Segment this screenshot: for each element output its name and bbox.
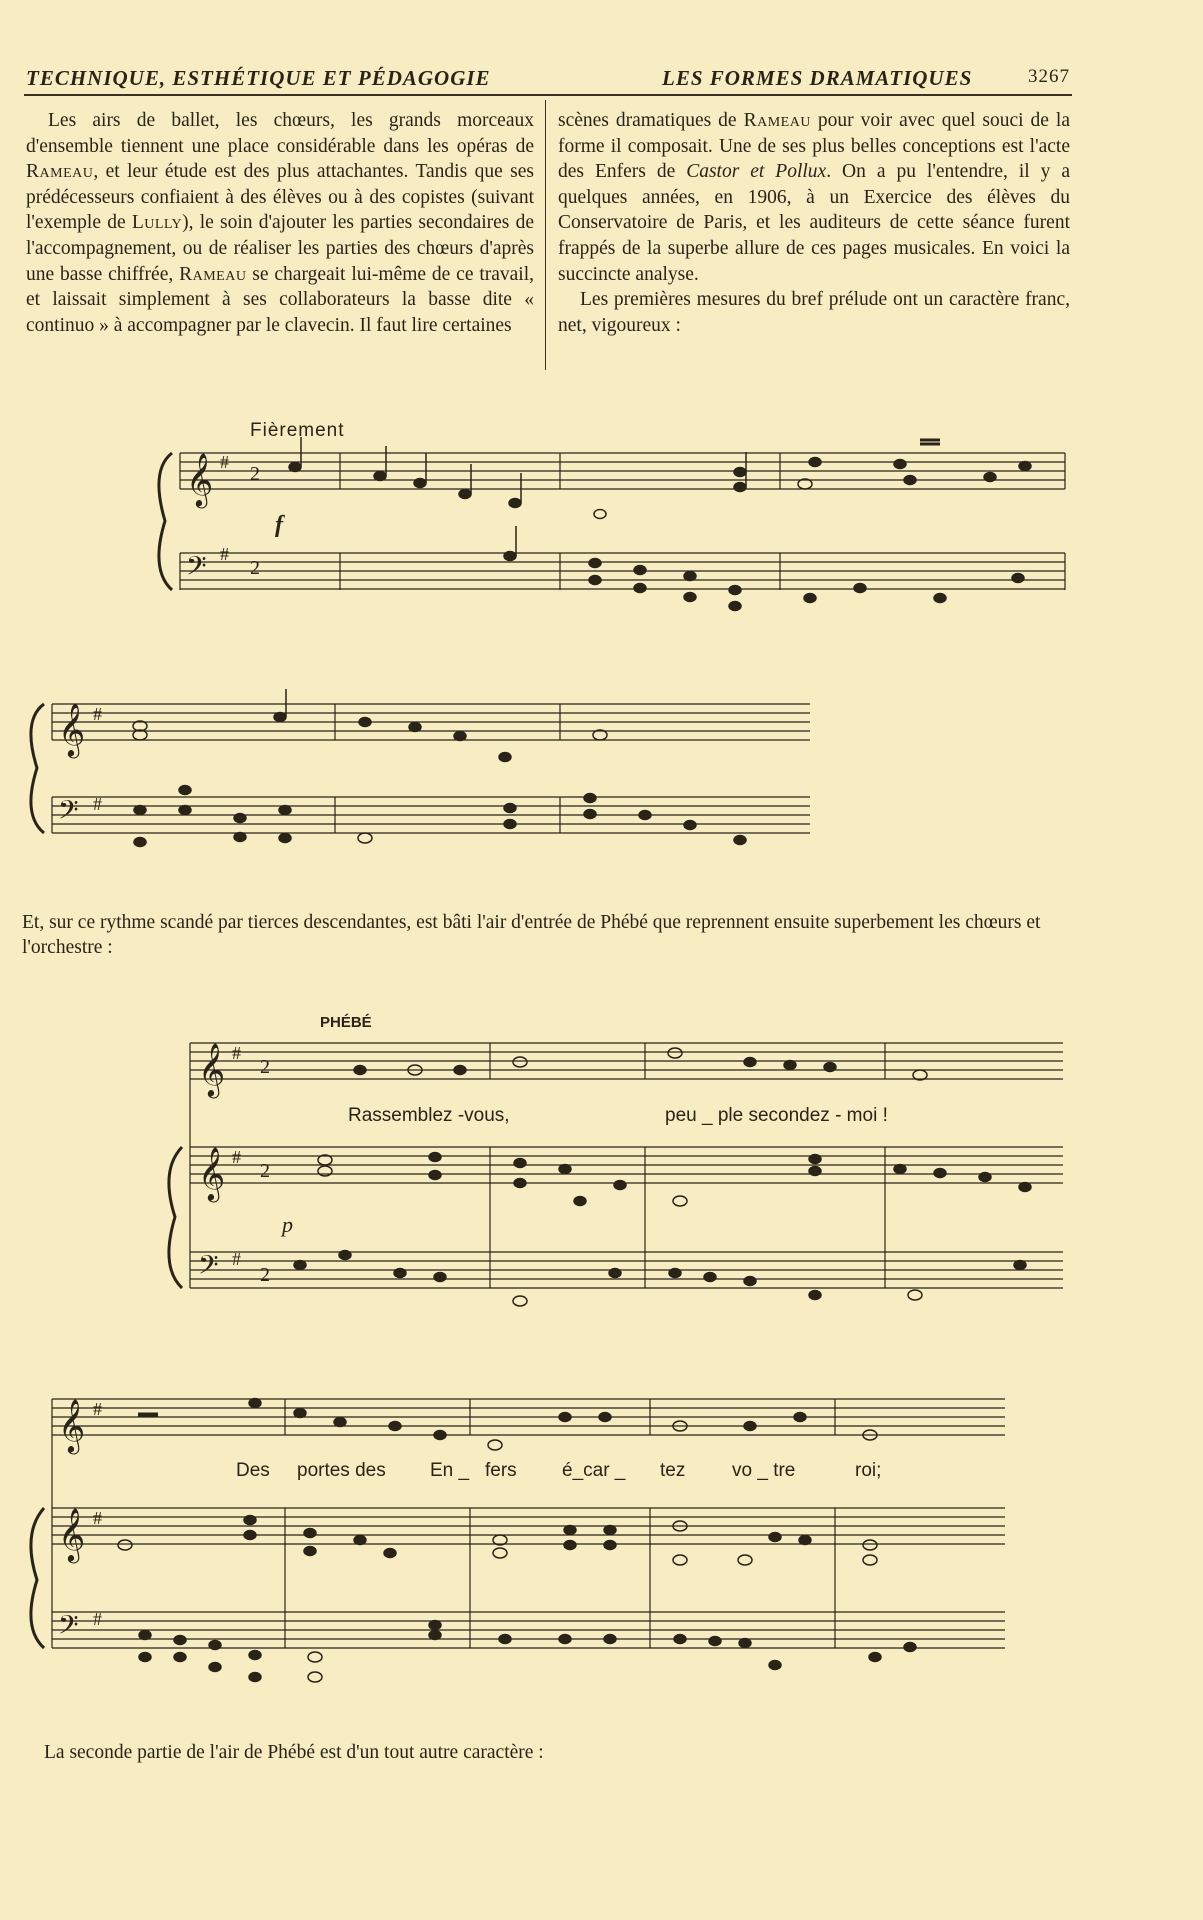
svg-text:#: # [232, 1147, 241, 1167]
column-divider [545, 100, 546, 370]
svg-text:𝄢: 𝄢 [58, 795, 79, 831]
paragraph: scènes dramatiques de Rameau pour voir avec quel souci de la forme il composait. Une de ses plus belles conceptions est l'acte des Enfers de Castor et Pollux. On a pu l'entendre, il y a quelques années, en 1906, à un Exercice des élèves du Conservatoire de Paris, et les auditeurs de cette séance furent frappés de la superbe allure de ces pages musicales. En voici la succincte analyse. [558, 110, 1070, 285]
music-system-4 [0, 1385, 1203, 1715]
lyric-word: roi; [855, 1460, 882, 1481]
svg-text:𝄢: 𝄢 [58, 1610, 79, 1646]
header-section-title: TECHNIQUE, ESTHÉTIQUE ET PÉDAGOGIE [26, 66, 491, 90]
page-number: 3267 [1028, 66, 1070, 87]
svg-text:#: # [220, 452, 229, 472]
svg-text:#: # [93, 1399, 102, 1419]
header-chapter-title: LES FORMES DRAMATIQUES [662, 66, 973, 90]
music-system-2 [0, 690, 1203, 890]
svg-text:#: # [220, 544, 229, 564]
svg-text:𝄞: 𝄞 [198, 1148, 226, 1199]
svg-text:#: # [93, 704, 102, 724]
dynamic-forte: f [275, 512, 283, 538]
text-column-right [558, 108, 1070, 338]
dynamic-piano: p [282, 1212, 293, 1237]
svg-text:𝄢: 𝄢 [198, 1250, 219, 1286]
lyric-word: En _ [430, 1460, 470, 1481]
svg-text:#: # [93, 794, 102, 814]
lyric-line-1b: peu _ ple secondez - moi ! [665, 1105, 888, 1126]
singer-name: PHÉBÉ [320, 1014, 372, 1031]
svg-text:2: 2 [260, 1160, 270, 1182]
lyric-word: é_car _ [562, 1460, 626, 1481]
music-system-3 [0, 1005, 1203, 1335]
svg-text:#: # [232, 1249, 241, 1269]
svg-text:𝄞: 𝄞 [58, 1400, 86, 1451]
svg-text:#: # [93, 1508, 102, 1528]
paragraph-closing: La seconde partie de l'air de Phébé est d'un tout autre caractère : [44, 1742, 544, 1763]
lyric-word: fers [485, 1460, 517, 1481]
header-rule [24, 94, 1072, 96]
svg-text:𝄞: 𝄞 [186, 452, 214, 506]
music-system-1 [0, 410, 1203, 640]
svg-text:2: 2 [250, 463, 260, 485]
svg-text:𝄞: 𝄞 [198, 1044, 226, 1095]
svg-text:#: # [232, 1043, 241, 1063]
lyric-word: Des [236, 1460, 270, 1481]
svg-text:2: 2 [250, 557, 260, 579]
svg-text:2: 2 [260, 1264, 270, 1286]
svg-text:#: # [93, 1609, 102, 1629]
tempo-marking: Fièrement [250, 420, 345, 441]
svg-text:2: 2 [260, 1056, 270, 1078]
svg-text:𝄞: 𝄞 [58, 1509, 86, 1560]
svg-text:𝄢: 𝄢 [186, 550, 207, 588]
lyric-word: tez [660, 1460, 686, 1481]
lyric-word: portes des [297, 1460, 386, 1481]
lyric-line-1a: Rassemblez -vous, [348, 1105, 510, 1126]
lyric-word: vo _ tre [732, 1460, 796, 1481]
paragraph-transition: Et, sur ce rythme scandé par tierces descendantes, est bâti l'air d'entrée de Phébé que reprennent ensuite superbement les chœurs et l'orchestre : [22, 912, 1041, 958]
paragraph: Les airs de ballet, les chœurs, les grands morceaux d'ensemble tiennent une place considérable dans les opéras de Rameau, et leur étude est des plus attachantes. Tandis que ses prédécesseurs confiaient à des élèves ou à des copistes (suivant l'exemple de Lully), le soin d'ajouter les parties secondaires de l'accompagnement, ou de réaliser les parties des chœurs d'après une basse chiffrée, Rameau se chargeait lui-même de ce travail, et laissait simplement à ses collaborateurs la basse dite « continuo » à accompagner par le clavecin. Il faut lire certaines [26, 110, 535, 336]
svg-text:𝄞: 𝄞 [58, 704, 86, 755]
text-column-left [26, 108, 534, 338]
paragraph: Les premières mesures du bref prélude ont un caractère franc, net, vigoureux : [558, 289, 1070, 336]
